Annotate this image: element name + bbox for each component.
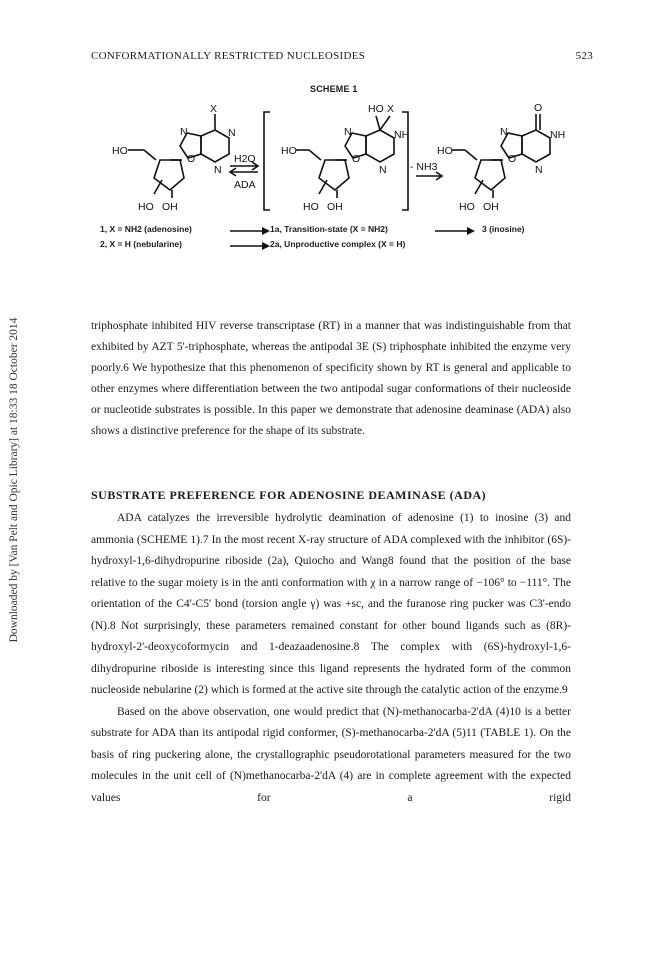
paragraph-2: ADA catalyzes the irreversible hydrolytic deamination of adenosine (1) to inosine (3) and ammonia (SCHEME 1).7 In the most recent X-ray structure of ADA complexed with the inhibitor (6S)-hydroxyl-1,6-dihydropurine riboside (2a), Quiocho and Wang8 found that the position of the base relative to the sugar moiety is in the anti conformation with χ in a narrow range of −106° to −111°. The orientation of the C4'-C5' bond (torsion angle γ) was +sc, and the furanose ring pucker was C3'-endo (N).8 Not surprisingly, these parameters remained constant for other bound ligands such as (8R)-hydroxyl-2'-deoxycoformycin and 1-deazaadenosine.8 The complex with (6S)-hydroxyl-1,6-dihydropurine riboside is interesting since this ligand represents the hydrated form of the common nucleoside nebularine (2) which is formed at the active site through the catalytic action of the enzyme.9 [91,512,571,696]
section-body [91,508,571,809]
bracket-left [264,112,270,210]
label-n: N [214,164,222,176]
label-o: O [508,153,517,165]
label-n: N [535,164,543,176]
section-heading: SUBSTRATE PREFERENCE FOR ADENOSINE DEAMINASE (ADA) [91,488,487,502]
page-number: 523 [575,50,593,62]
paragraph-1: triphosphate inhibited HIV reverse transcriptase (RT) in a manner that was indistinguishable from that exhibited by AZT 5'-triphosphate, whereas the antipodal 3E (S) triphosphate inhibited the enzyme very poorly.6 We hypothesize that this phenomenon of specificity shown by RT is general and applicable to other enzymes where differentiation between the two antipodal sugar conformations of their nucleoside or nucleotide substrates is possible. In this paper we demonstrate that adenosine deaminase (ADA) also shows a distinctive preference for the shape of its substrate. [91,320,571,437]
label-oh: OH [483,201,499,213]
label-x: X [387,103,395,115]
label-h2o: H2O [234,153,256,165]
running-title: CONFORMATIONALLY RESTRICTED NUCLEOSIDES [91,50,366,62]
caption-arrow [435,226,475,236]
caption-arrow [230,226,270,236]
label-ho-x: HO [368,103,384,115]
label-ho: HO [303,201,319,213]
caption-unproductive-complex: 2a, Unproductive complex (X = H) [270,239,406,249]
paragraph-3: Based on the above observation, one would predict that (N)-methanocarba-2'dA (4)10 is a better substrate for ADA than its antipodal rigid conformer, (S)-methanocarba-2'dA (5)11 (TABLE 1). On the basis of ring puckering alone, the crystallographic pseudorotational parameters measured for the two molecules in the unit cell of (N)methanocarba-2'dA (4) are in complete agreement with the expected values for a rigid [91,705,571,804]
label-ho: HO [459,201,475,213]
caption-arrow [230,241,270,251]
adenosine-structure [128,114,229,198]
label-ada: ADA [234,179,256,191]
label-oh: OH [162,201,178,213]
scheme-structures [100,98,570,233]
label-ho: HO [112,145,128,157]
label-n: N [344,126,352,138]
label-o: O [534,102,543,114]
caption-adenosine: 1, X = NH2 (adenosine) [100,224,192,234]
scheme-1-figure [100,84,570,274]
label-o: O [187,153,196,165]
label-nh: NH [394,129,410,141]
label-n: N [228,127,236,139]
label-x: X [210,103,218,115]
label-nh: NH [550,129,566,141]
label-nh3: - NH3 [410,161,438,173]
label-n: N [500,126,508,138]
download-note: Downloaded by [Van Pelt and Opic Library] at 18:33 18 October 2014 [8,317,20,643]
label-oh: OH [327,201,343,213]
label-ho: HO [138,201,154,213]
label-n: N [379,164,387,176]
caption-nebularine: 2, X = H (nebularine) [100,239,182,249]
label-ho: HO [437,145,453,157]
caption-inosine: 3 (inosine) [482,224,525,234]
label-ho: HO [281,145,297,157]
scheme-title: SCHEME 1 [310,84,358,94]
label-n: N [180,126,188,138]
label-o: O [352,153,361,165]
bracket-right [402,112,408,210]
paragraph-rt-specificity [91,316,571,442]
caption-transition-state: 1a, Transition-state (X = NH2) [270,224,388,234]
